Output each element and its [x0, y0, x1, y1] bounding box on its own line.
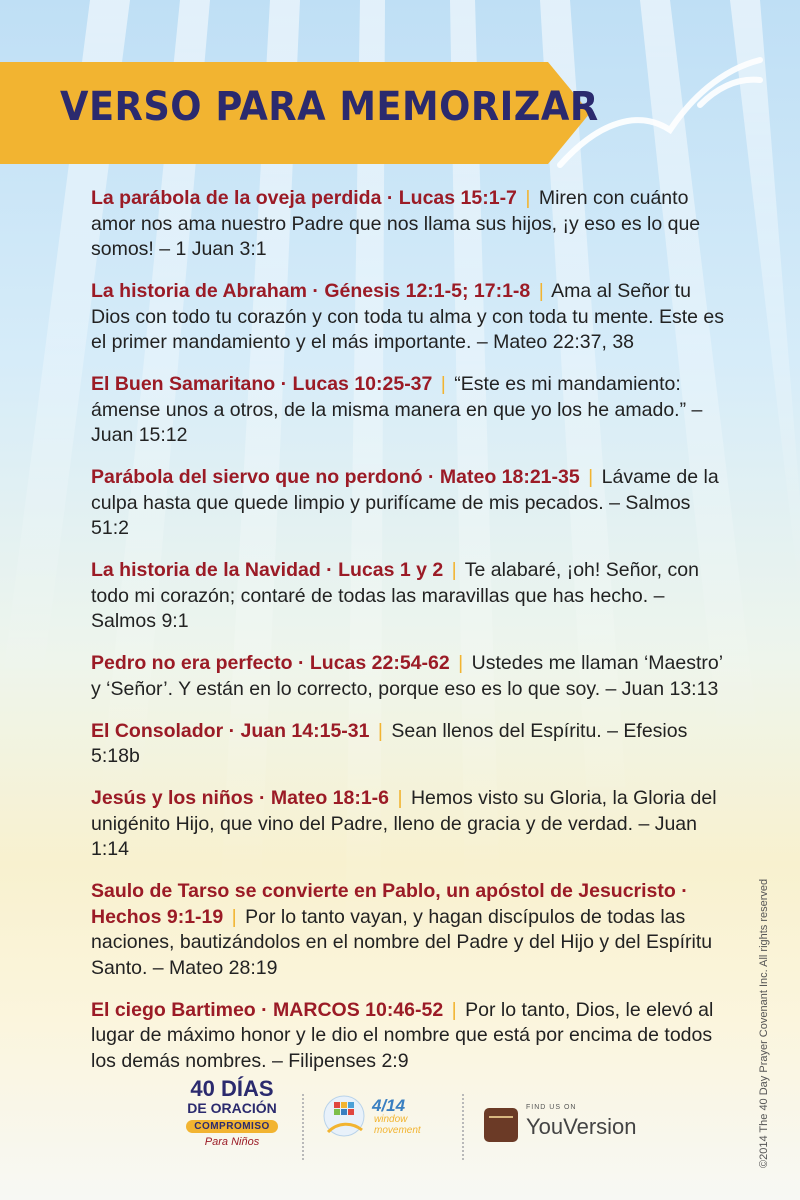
- separator: |: [538, 280, 544, 302]
- separator: |: [525, 187, 531, 209]
- globe-icon: [322, 1092, 370, 1142]
- verse-entry: [91, 372, 731, 449]
- story-title: El Buen Samaritano · Lucas 10:25-37: [91, 373, 433, 395]
- logo-divider: [302, 1094, 304, 1160]
- page-title: VERSO PARA MEMORIZAR: [60, 84, 599, 130]
- bible-app-icon: [484, 1108, 518, 1142]
- logo-414-text: [374, 1114, 421, 1136]
- verse-entry: [91, 651, 731, 702]
- logo-414-number: 4/14: [372, 1096, 406, 1115]
- memory-verse: Por lo tanto vayan, y hagan discípulos de todas las naciones, bautizándolos en el nombre del Padre y del Hijo y del Espíritu Santo. – Mateo 28:19: [91, 905, 713, 979]
- youversion-logo: [484, 1104, 664, 1148]
- story-title: La parábola de la oveja perdida · Lucas 15:1-7: [91, 187, 517, 209]
- verse-entry: [91, 279, 731, 356]
- separator: |: [397, 787, 403, 809]
- 4-14-window-logo: [322, 1092, 452, 1154]
- verse-entry: [91, 786, 731, 863]
- copyright-notice: ©2014 The 40 Day Prayer Covenant Inc. All rights reserved: [758, 878, 770, 1168]
- separator: |: [231, 905, 237, 928]
- story-title: La historia de Abraham · Génesis 12:1-5; 17:1-8: [91, 280, 531, 302]
- logo-tagline: Para Niños: [204, 1136, 260, 1148]
- verse-list: [91, 186, 731, 1091]
- youversion-find: FIND US ON: [526, 1104, 577, 1111]
- 40-dias-logo: [182, 1078, 282, 1148]
- logo-pill: COMPROMISO: [186, 1120, 278, 1133]
- story-title: Pedro no era perfecto · Lucas 22:54-62: [91, 652, 450, 674]
- memory-verse: “Este es mi mandamiento: ámense unos a otros, de la misma manera en que yo los he amado.” – Juan 15:12: [91, 373, 703, 446]
- memory-verse: Sean llenos del Espíritu. – Efesios 5:18b: [91, 719, 688, 767]
- memory-verse: Por lo tanto, Dios, le elevó al lugar de máximo honor y le dio el nombre que está por encima de todos los demás nombres. – Filipenses 2:9: [91, 998, 714, 1072]
- logo-line1: 40 DÍAS: [190, 1076, 274, 1101]
- story-title: El Consolador · Juan 14:15-31: [91, 719, 370, 742]
- separator: |: [588, 466, 594, 488]
- memory-verse: Te alabaré, ¡oh! Señor, con todo mi corazón; contaré de todas las maravillas que has hecho. – Salmos 9:1: [91, 559, 699, 632]
- separator: |: [451, 559, 457, 581]
- verse-entry: [91, 465, 731, 542]
- memory-verse: Lávame de la culpa hasta que quede limpio y purifícame de mis pecados. – Salmos 51:2: [91, 466, 719, 539]
- story-title: Saulo de Tarso se convierte en Pablo, un apóstol de Jesucristo · Hechos 9:1-19: [91, 880, 688, 928]
- memory-verse: Hemos visto su Gloria, la Gloria del unigénito Hijo, que vino del Padre, lleno de gracia y de verdad. – Juan 1:14: [91, 787, 717, 860]
- logo-414-line1: window: [374, 1114, 408, 1125]
- verse-entry: [91, 879, 731, 981]
- memory-verse: Miren con cuánto amor nos ama nuestro Padre que nos llama sus hijos, ¡y eso es lo que somos! – 1 Juan 3:1: [91, 187, 701, 260]
- verse-entry: [91, 719, 731, 770]
- separator: |: [451, 998, 457, 1021]
- verse-entry: [91, 558, 731, 635]
- memory-verse: Ama al Señor tu Dios con todo tu corazón y con toda tu alma y con toda tu mente. Este es el primer mandamiento y el más importante. – Mateo 22:37, 38: [91, 280, 725, 353]
- youversion-name: YouVersion: [526, 1114, 637, 1139]
- verse-entry: [91, 186, 731, 263]
- logo-line2: DE ORACIÓN: [187, 1100, 277, 1116]
- story-title: El ciego Bartimeo · MARCOS 10:46-52: [91, 998, 444, 1021]
- footer-logos: [0, 1060, 800, 1180]
- story-title: La historia de la Navidad · Lucas 1 y 2: [91, 559, 444, 581]
- story-title: Parábola del siervo que no perdonó · Mateo 18:21-35: [91, 466, 580, 488]
- separator: |: [440, 373, 446, 395]
- story-title: Jesús y los niños · Mateo 18:1-6: [91, 787, 390, 809]
- separator: |: [377, 719, 383, 742]
- separator: |: [458, 652, 464, 674]
- memory-verse: Ustedes me llaman ‘Maestro’ y ‘Señor’. Y están en lo correcto, porque eso es lo que soy. – Juan 13:13: [91, 652, 723, 700]
- logo-414-line2: movement: [374, 1125, 421, 1136]
- logo-divider: [462, 1094, 464, 1160]
